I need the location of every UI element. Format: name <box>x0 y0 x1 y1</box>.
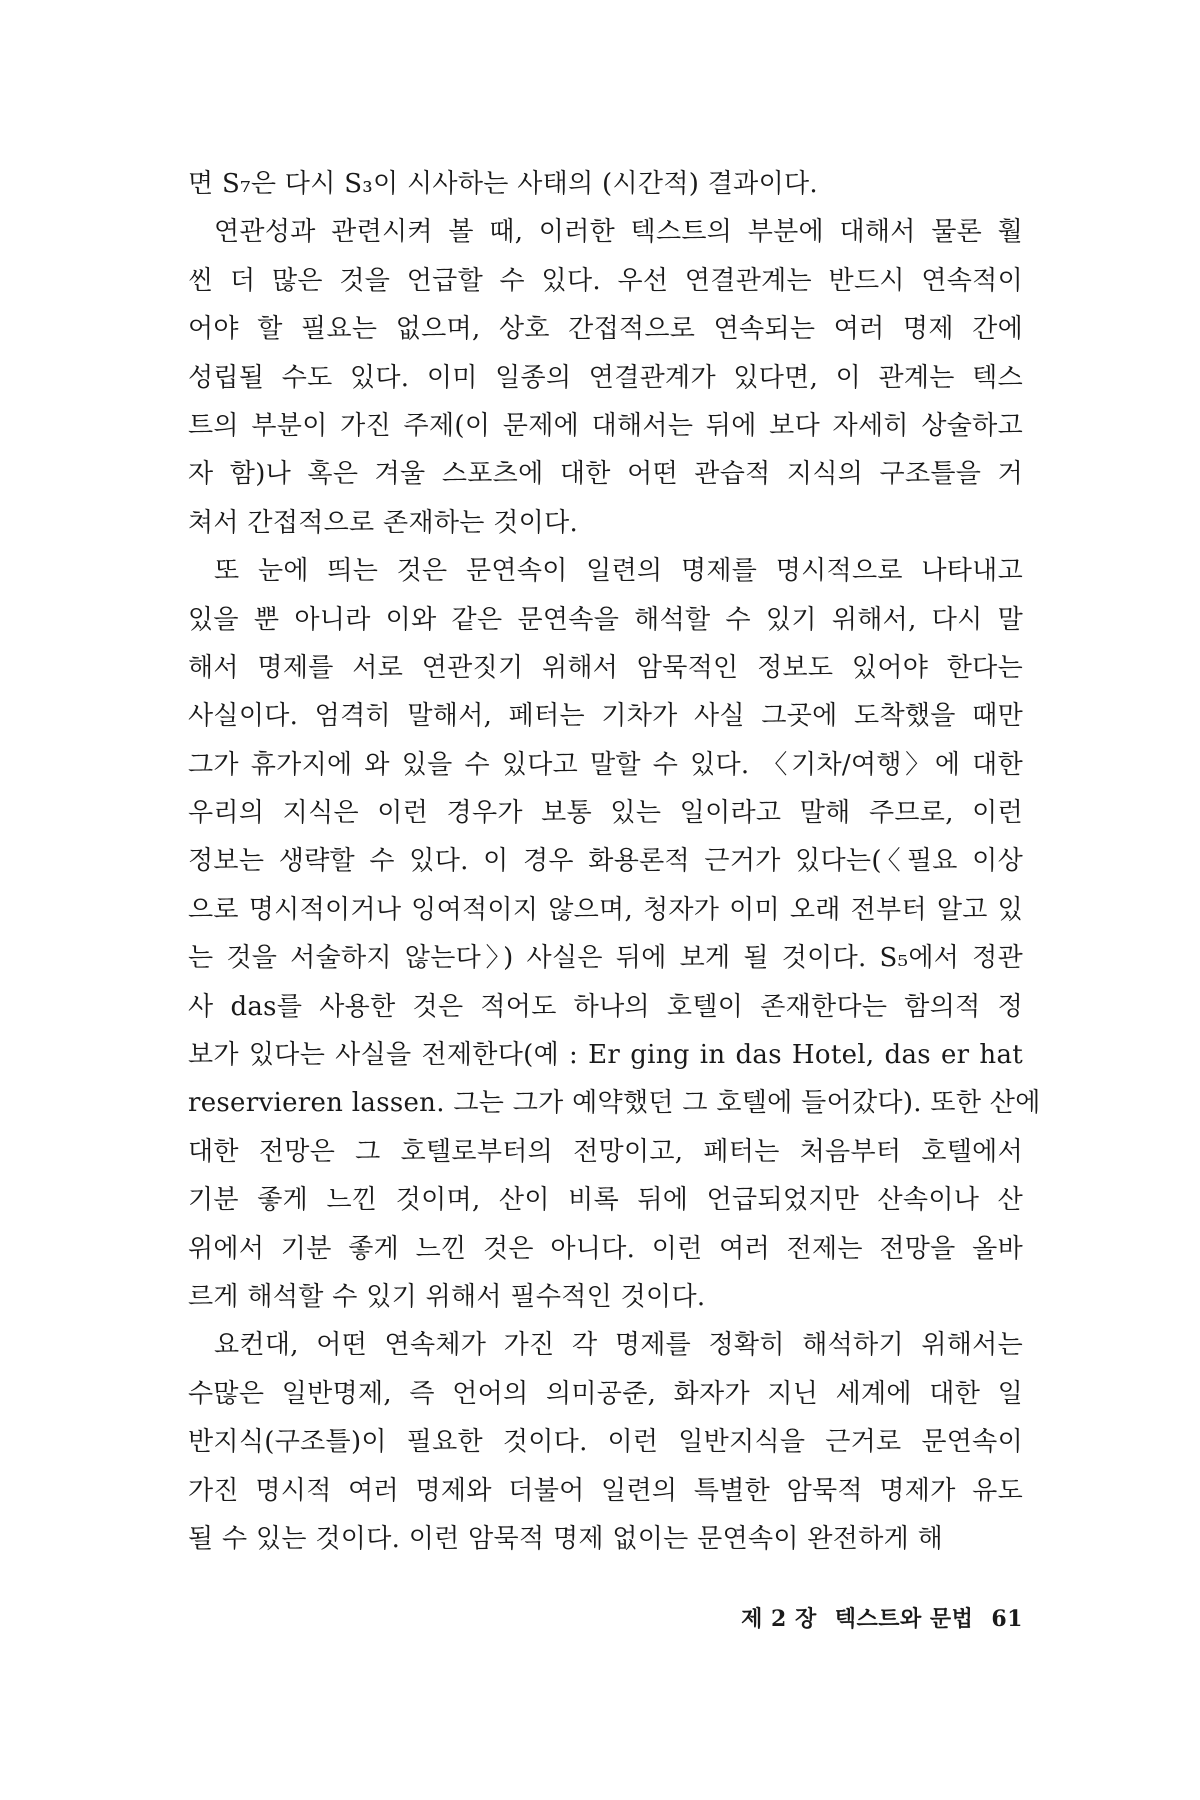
text-line: 면 S₇은 다시 S₃이 시사하는 사태의 (시간적) 결과이다. <box>188 169 818 199</box>
paragraph <box>188 547 1041 1321</box>
text-line: 기분 좋게 느낀 것이며, 산이 비록 뒤에 언급되었지만 산속이나 산 <box>188 1185 1023 1216</box>
text-line: 해서 명제를 서로 연관짓기 위해서 암묵적인 정보도 있어야 한다는 <box>188 652 1023 683</box>
text-line: 으로 명시적이거나 잉여적이지 않으며, 청자가 이미 오래 전부터 알고 있 <box>188 894 1023 925</box>
text-line: 성립될 수도 있다. 이미 일종의 연결관계가 있다면, 이 관계는 텍스 <box>188 362 1023 393</box>
text-line: 있을 뿐 아니라 이와 같은 문연속을 해석할 수 있기 위해서, 다시 말 <box>188 604 1023 635</box>
text-line: 수많은 일반명제, 즉 언어의 의미공준, 화자가 지닌 세계에 대한 일 <box>188 1378 1023 1409</box>
text-line: 보가 있다는 사실을 전제한다(예 : Er ging in das Hotel, das er hat <box>188 1040 1023 1071</box>
text-line: 연관성과 관련시켜 볼 때, 이러한 텍스트의 부분에 대해서 물론 훨 <box>214 217 1023 248</box>
text-line: 될 수 있는 것이다. 이런 암묵적 명제 없이는 문연속이 완전하게 해 <box>188 1523 944 1554</box>
page-number: 61 <box>991 1606 1023 1632</box>
text-line: 사 das를 사용한 것은 적어도 하나의 호텔이 존재한다는 함의적 정 <box>188 991 1023 1022</box>
running-footer <box>700 1602 1023 1633</box>
text-line: 자 함)나 혹은 겨울 스포츠에 대한 어떤 관습적 지식의 구조틀을 거 <box>188 459 1023 490</box>
text-line: 씬 더 많은 것을 언급할 수 있다. 우선 연결관계는 반드시 연속적이 <box>188 265 1023 296</box>
text-line: 그가 휴가지에 와 있을 수 있다고 말할 수 있다. 〈기차/여행〉에 대한 <box>188 749 1023 780</box>
text-line: 또 눈에 띄는 것은 문연속이 일련의 명제를 명시적으로 나타내고 <box>214 556 1023 587</box>
paragraph <box>188 208 1023 547</box>
text-line: 어야 할 필요는 없으며, 상호 간접적으로 연속되는 여러 명제 간에 <box>188 314 1023 345</box>
text-line: 우리의 지식은 이런 경우가 보통 있는 일이라고 말해 주므로, 이런 <box>188 798 1023 829</box>
text-line: 반지식(구조틀)이 필요한 것이다. 이런 일반지식을 근거로 문연속이 <box>188 1427 1023 1458</box>
text-line: 위에서 기분 좋게 느낀 것은 아니다. 이런 여러 전제는 전망을 올바 <box>188 1233 1023 1264</box>
text-line: 르게 해석할 수 있기 위해서 필수적인 것이다. <box>188 1281 706 1312</box>
body-text <box>188 160 1041 1563</box>
text-line: 정보는 생략할 수 있다. 이 경우 화용론적 근거가 있다는(〈필요 이상 <box>188 846 1023 877</box>
text-line: 대한 전망은 그 호텔로부터의 전망이고, 페터는 처음부터 호텔에서 <box>188 1136 1023 1167</box>
text-line: 는 것을 서술하지 않는다〉) 사실은 뒤에 보게 될 것이다. S₅에서 정관 <box>188 943 1023 974</box>
text-line: 가진 명시적 여러 명제와 더불어 일련의 특별한 암묵적 명제가 유도 <box>188 1475 1023 1506</box>
paragraph <box>188 160 1023 208</box>
text-line: 요컨대, 어떤 연속체가 가진 각 명제를 정확히 해석하기 위해서는 <box>214 1330 1023 1361</box>
text-line: 사실이다. 엄격히 말해서, 페터는 기차가 사실 그곳에 도착했을 때만 <box>188 701 1023 732</box>
chapter-title: 텍스트와 문법 <box>834 1606 974 1632</box>
text-line: 쳐서 간접적으로 존재하는 것이다. <box>188 507 579 538</box>
chapter-label: 제 2 장 <box>741 1606 817 1632</box>
text-line: 트의 부분이 가진 주제(이 문제에 대해서는 뒤에 보다 자세히 상술하고 <box>188 410 1023 441</box>
paragraph <box>188 1321 1023 1563</box>
text-line: reservieren lassen. 그는 그가 예약했던 그 호텔에 들어갔다). 또한 산에 <box>188 1088 1041 1119</box>
